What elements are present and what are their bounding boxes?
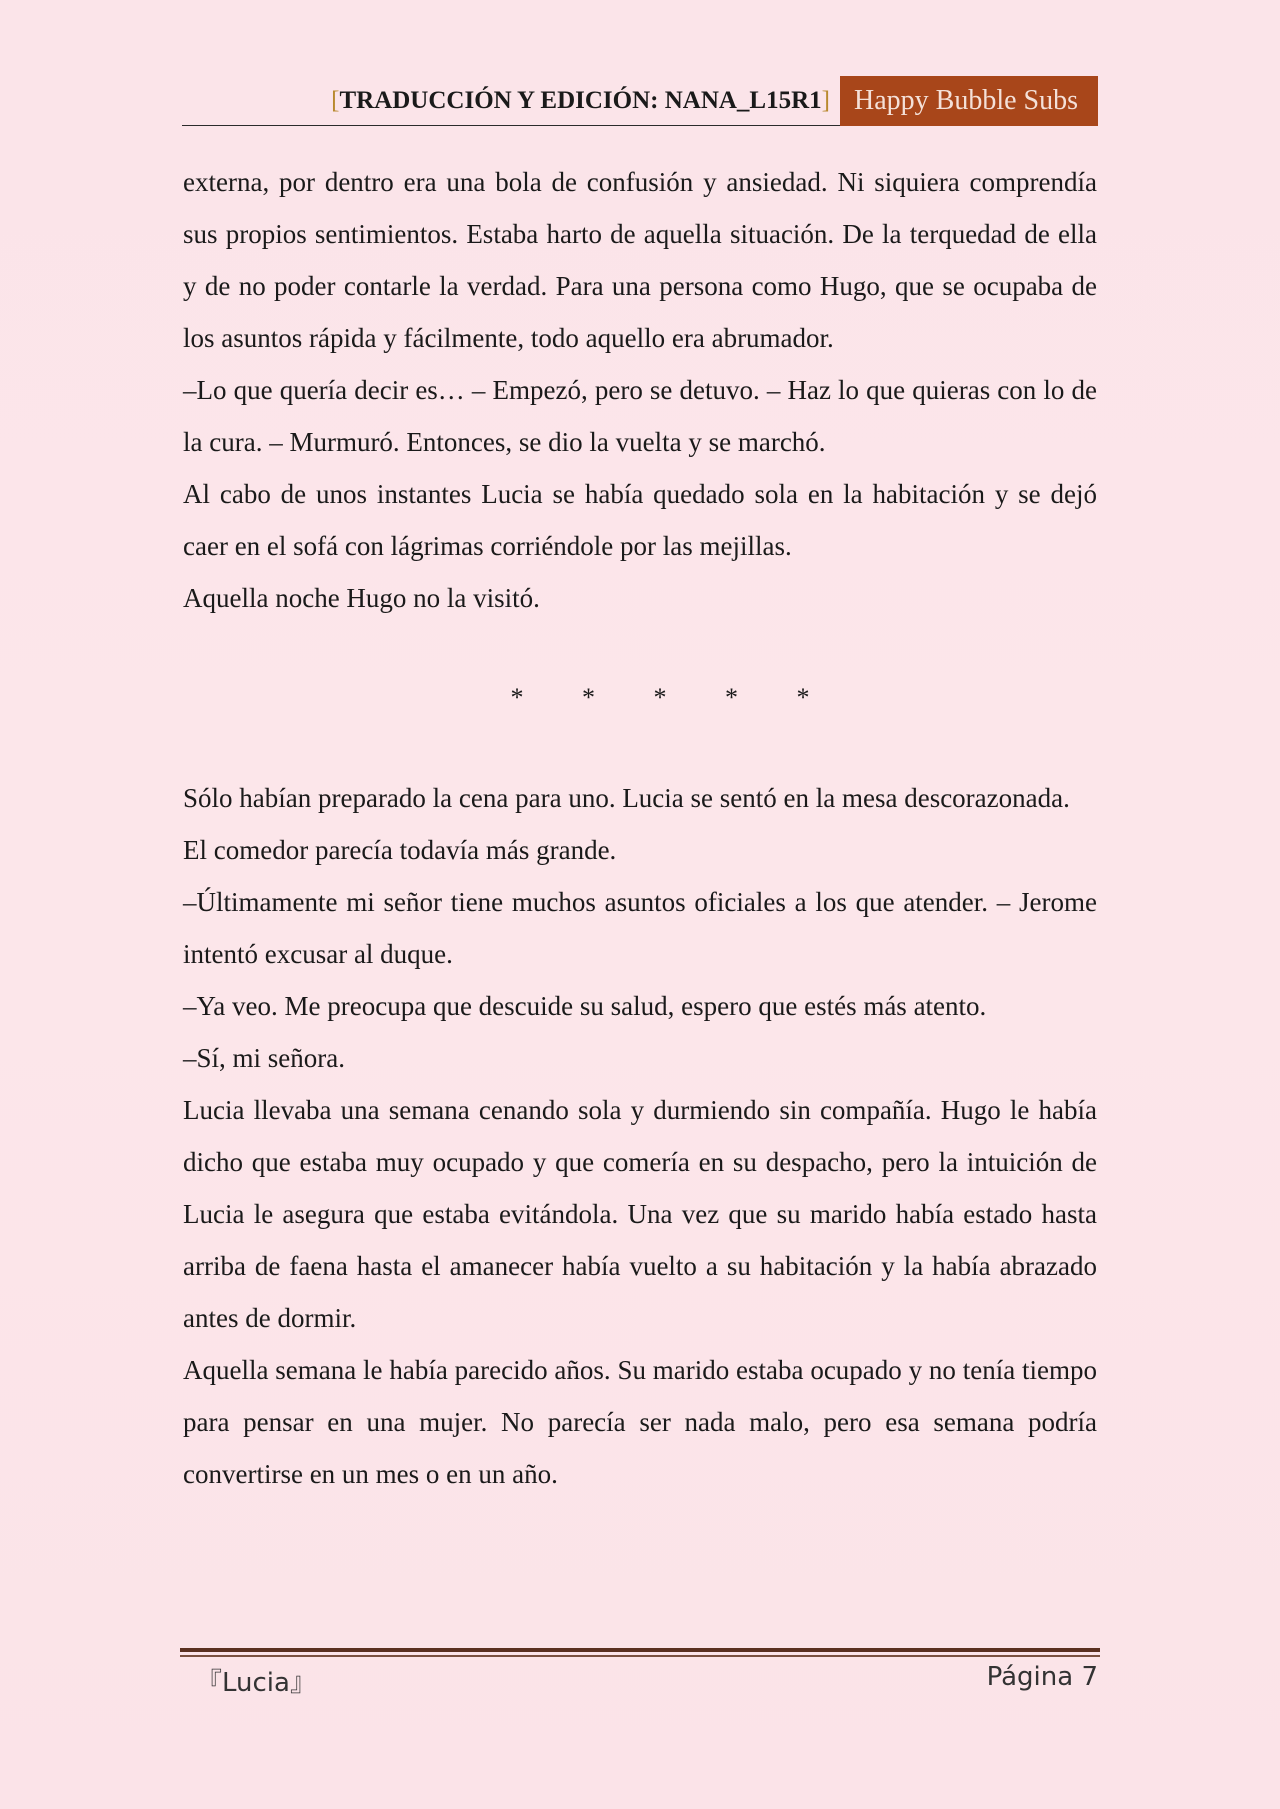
page-number: Página 7 <box>986 1662 1098 1692</box>
bracket-close: ] <box>821 86 830 114</box>
paragraph: Aquella semana le había parecido años. Su marido estaba ocupado y no tenía tiempo para pensar en una mujer. No parecía ser nada malo, pero esa semana podría convertirse en un mes o en un año. <box>183 1355 1097 1489</box>
paragraph: Sólo habían preparado la cena para uno. Lucia se sentó en la mesa descorazonada. <box>183 783 1070 813</box>
page-header <box>182 76 1098 126</box>
paragraph: Lucia llevaba una semana cenando sola y durmiendo sin compañía. Hugo le había dicho que estaba muy ocupado y que comería en su despacho, pero la intuición de Lucia le asegura que estaba evitándola. Una vez que su marido había estado hasta arriba de faena hasta el amanecer había vuelto a su habitación y la había abrazado antes de dormir. <box>183 1095 1097 1333</box>
paragraph: Aquella noche Hugo no la visitó. <box>183 583 540 613</box>
paragraph: –Lo que quería decir es… – Empezó, pero se detuvo. – Haz lo que quieras con lo de la cura. – Murmuró. Entonces, se dio la vuelta y se marchó. <box>183 375 1097 457</box>
scene-separator: * * * * * <box>510 683 810 712</box>
bracket-open: [ <box>331 86 340 114</box>
paragraph: –Últimamente mi señor tiene muchos asuntos oficiales a los que atender. – Jerome intentó excusar al duque. <box>183 887 1097 969</box>
footer-book-title: 『Lucia』 <box>196 1668 316 1698</box>
credit-text: TRADUCCIÓN Y EDICIÓN: NANA_L15R1 <box>339 86 822 114</box>
paragraph: –Ya veo. Me preocupa que descuide su salud, espero que estés más atento. <box>183 991 987 1021</box>
brand-label: Happy Bubble Subs <box>840 76 1098 126</box>
paragraph: –Sí, mi señora. <box>183 1043 345 1073</box>
page-body <box>183 156 1097 1500</box>
paragraph: El comedor parecía todavía más grande. <box>183 835 617 865</box>
paragraph: Al cabo de unos instantes Lucia se había quedado sola en la habitación y se dejó caer en el sofá con lágrimas corriéndole por las mejillas. <box>183 479 1097 561</box>
paragraph: externa, por dentro era una bola de confusión y ansiedad. Ni siquiera comprendía sus propios sentimientos. Estaba harto de aquella situación. De la terquedad de ella y de no poder contarle la verdad. Para una persona como Hugo, que se ocupaba de los asuntos rápida y fácilmente, todo aquello era abrumador. <box>183 167 1097 353</box>
header-credit <box>331 87 840 115</box>
footer-divider <box>180 1648 1100 1652</box>
